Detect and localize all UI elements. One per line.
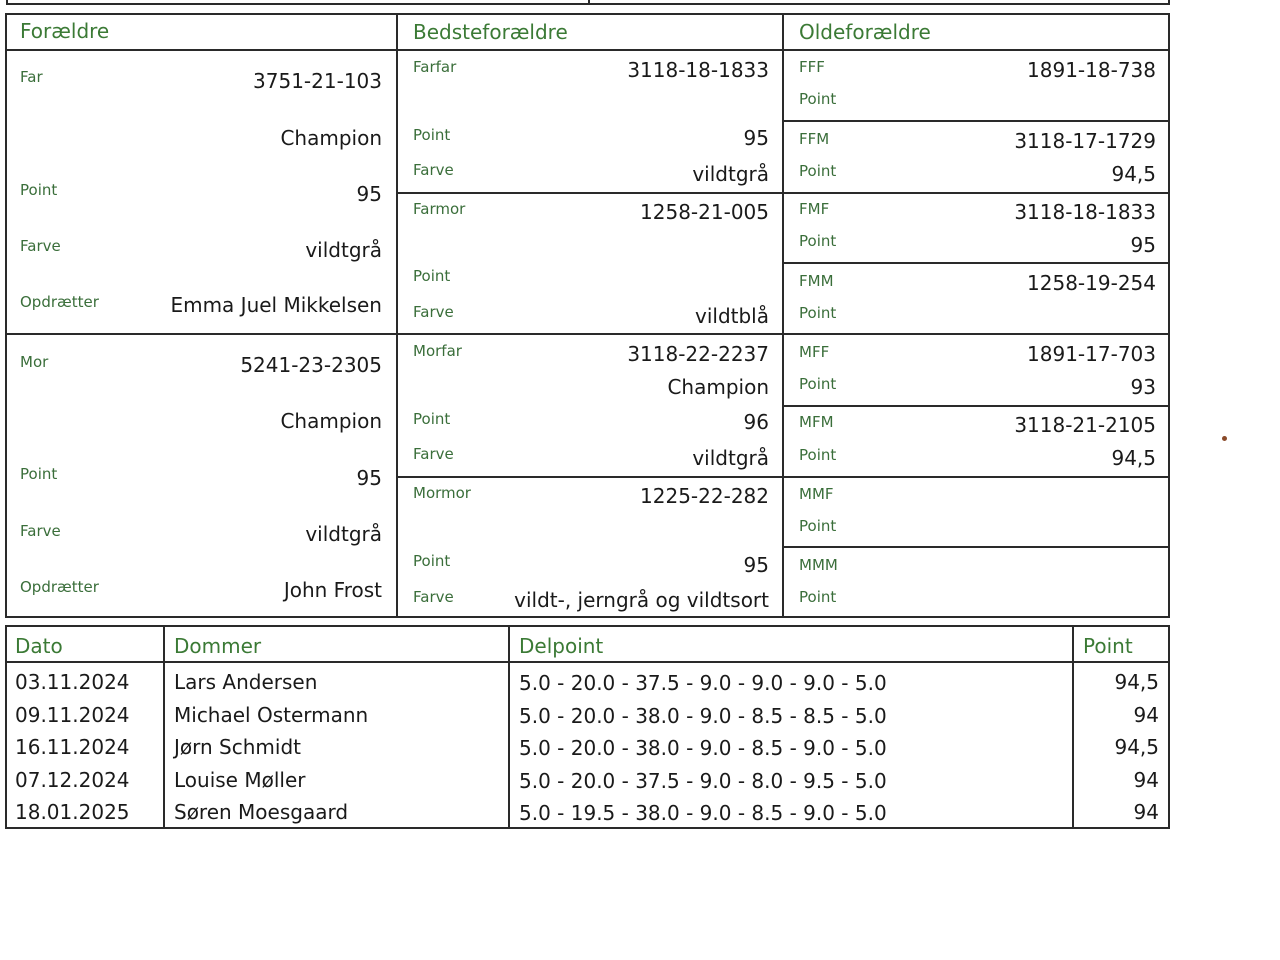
pedigree-col-divider-2 — [782, 13, 784, 618]
grandparents-divider-1 — [396, 192, 784, 194]
farfar-id: 3118-18-1833 — [627, 58, 769, 82]
farfar-color: vildtgrå — [692, 162, 769, 186]
morfar-point: 96 — [743, 410, 769, 434]
row-date: 03.11.2024 — [15, 670, 130, 694]
mor-point: 95 — [356, 466, 382, 490]
parents-row-divider — [5, 333, 784, 335]
mormor-color-label: Farve — [413, 588, 454, 606]
farfar-point-label: Point — [413, 126, 451, 144]
top-fragment-right — [1168, 0, 1170, 5]
mor-breeder-label: Opdrætter — [20, 578, 99, 596]
row-judge: Jørn Schmidt — [174, 735, 301, 759]
far-label: Far — [20, 68, 43, 86]
scores-col-divider-2 — [508, 625, 510, 829]
farmor-color: vildtblå — [695, 304, 769, 328]
mormor-point-label: Point — [413, 552, 451, 570]
great-label: MMF — [799, 485, 834, 503]
row-partial: 5.0 - 20.0 - 37.5 - 9.0 - 8.0 - 9.5 - 5.0 — [519, 769, 887, 793]
great-label: MMM — [799, 556, 838, 574]
far-color-label: Farve — [20, 237, 61, 255]
great-point: 94,5 — [1111, 446, 1156, 470]
grandparents-header: Bedsteforældre — [413, 20, 568, 44]
far-breeder-label: Opdrætter — [20, 293, 99, 311]
far-breeder: Emma Juel Mikkelsen — [170, 293, 382, 317]
morfar-label: Morfar — [413, 342, 462, 360]
great-point-label: Point — [799, 375, 837, 393]
great-divider-7 — [782, 546, 1170, 548]
great-divider-2 — [782, 192, 1170, 194]
row-judge: Søren Moesgaard — [174, 800, 349, 824]
mor-breeder: John Frost — [283, 578, 382, 602]
great-divider-3 — [782, 262, 1170, 264]
morfar-point-label: Point — [413, 410, 451, 428]
row-partial: 5.0 - 19.5 - 38.0 - 9.0 - 8.5 - 9.0 - 5.0 — [519, 801, 887, 825]
great-point-label: Point — [799, 588, 837, 606]
farmor-label: Farmor — [413, 200, 466, 218]
mor-id: 5241-23-2305 — [240, 353, 382, 377]
great-point-label: Point — [799, 446, 837, 464]
great-label: FFF — [799, 58, 825, 76]
top-fragment-left — [6, 0, 8, 5]
row-judge: Louise Møller — [174, 768, 306, 792]
mormor-color: vildt-, jerngrå og vildtsort — [514, 588, 769, 612]
row-partial: 5.0 - 20.0 - 37.5 - 9.0 - 9.0 - 9.0 - 5.0 — [519, 671, 887, 695]
great-id: 3118-18-1833 — [1014, 200, 1156, 224]
farmor-point-label: Point — [413, 267, 451, 285]
farfar-label: Farfar — [413, 58, 457, 76]
scores-col-divider-3 — [1072, 625, 1074, 829]
scores-col-divider-1 — [163, 625, 165, 829]
far-point-label: Point — [20, 181, 58, 199]
mor-point-label: Point — [20, 465, 58, 483]
great-point: 94,5 — [1111, 162, 1156, 186]
scores-header-partial: Delpoint — [519, 634, 604, 658]
far-title: Champion — [280, 126, 382, 150]
mor-color: vildtgrå — [305, 522, 382, 546]
mor-label: Mor — [20, 353, 49, 371]
great-divider-5 — [782, 405, 1170, 407]
scan-speck — [1222, 436, 1227, 441]
great-id: 1891-18-738 — [1027, 58, 1156, 82]
great-point: 95 — [1130, 233, 1156, 257]
mormor-label: Mormor — [413, 484, 471, 502]
farfar-point: 95 — [743, 126, 769, 150]
row-date: 18.01.2025 — [15, 800, 130, 824]
row-points: 94 — [1133, 768, 1159, 792]
great-grandparents-header: Oldeforældre — [799, 20, 931, 44]
scores-header-divider — [5, 661, 1170, 663]
row-partial: 5.0 - 20.0 - 38.0 - 9.0 - 8.5 - 9.0 - 5.0 — [519, 736, 887, 760]
great-point-label: Point — [799, 517, 837, 535]
mor-color-label: Farve — [20, 522, 61, 540]
scores-header-points: Point — [1083, 634, 1133, 658]
far-id: 3751-21-103 — [253, 69, 382, 93]
row-points: 94,5 — [1114, 735, 1159, 759]
pedigree-col-divider-1 — [396, 13, 398, 618]
row-date: 09.11.2024 — [15, 703, 130, 727]
row-judge: Michael Ostermann — [174, 703, 369, 727]
row-points: 94 — [1133, 800, 1159, 824]
row-points: 94,5 — [1114, 670, 1159, 694]
row-points: 94 — [1133, 703, 1159, 727]
grandparents-divider-2 — [396, 476, 784, 478]
great-divider-1 — [782, 120, 1170, 122]
great-point-label: Point — [799, 304, 837, 322]
farmor-id: 1258-21-005 — [640, 200, 769, 224]
top-fragment-mid — [588, 0, 590, 5]
morfar-color-label: Farve — [413, 445, 454, 463]
row-date: 07.12.2024 — [15, 768, 130, 792]
morfar-color: vildtgrå — [692, 446, 769, 470]
row-partial: 5.0 - 20.0 - 38.0 - 9.0 - 8.5 - 8.5 - 5.0 — [519, 704, 887, 728]
great-point-label: Point — [799, 90, 837, 108]
great-label: FMM — [799, 272, 834, 290]
mormor-point: 95 — [743, 553, 769, 577]
scores-header-judge: Dommer — [174, 634, 262, 658]
pedigree-header-divider — [5, 49, 1170, 51]
mormor-id: 1225-22-282 — [640, 484, 769, 508]
parents-header: Forældre — [20, 19, 110, 43]
great-label: MFM — [799, 413, 834, 431]
great-id: 3118-21-2105 — [1014, 413, 1156, 437]
great-label: FMF — [799, 200, 830, 218]
great-label: MFF — [799, 343, 830, 361]
morfar-title: Champion — [667, 375, 769, 399]
row-date: 16.11.2024 — [15, 735, 130, 759]
great-point-label: Point — [799, 162, 837, 180]
great-id: 1891-17-703 — [1027, 342, 1156, 366]
farmor-color-label: Farve — [413, 303, 454, 321]
row-judge: Lars Andersen — [174, 670, 318, 694]
great-point-label: Point — [799, 232, 837, 250]
farfar-color-label: Farve — [413, 161, 454, 179]
scores-header-date: Dato — [15, 634, 63, 658]
great-point: 93 — [1130, 375, 1156, 399]
great-id: 1258-19-254 — [1027, 271, 1156, 295]
far-color: vildtgrå — [305, 238, 382, 262]
great-divider-4 — [782, 333, 1170, 335]
great-id: 3118-17-1729 — [1014, 129, 1156, 153]
far-point: 95 — [356, 182, 382, 206]
great-label: FFM — [799, 130, 830, 148]
great-divider-6 — [782, 476, 1170, 478]
mor-title: Champion — [280, 409, 382, 433]
morfar-id: 3118-22-2237 — [627, 342, 769, 366]
